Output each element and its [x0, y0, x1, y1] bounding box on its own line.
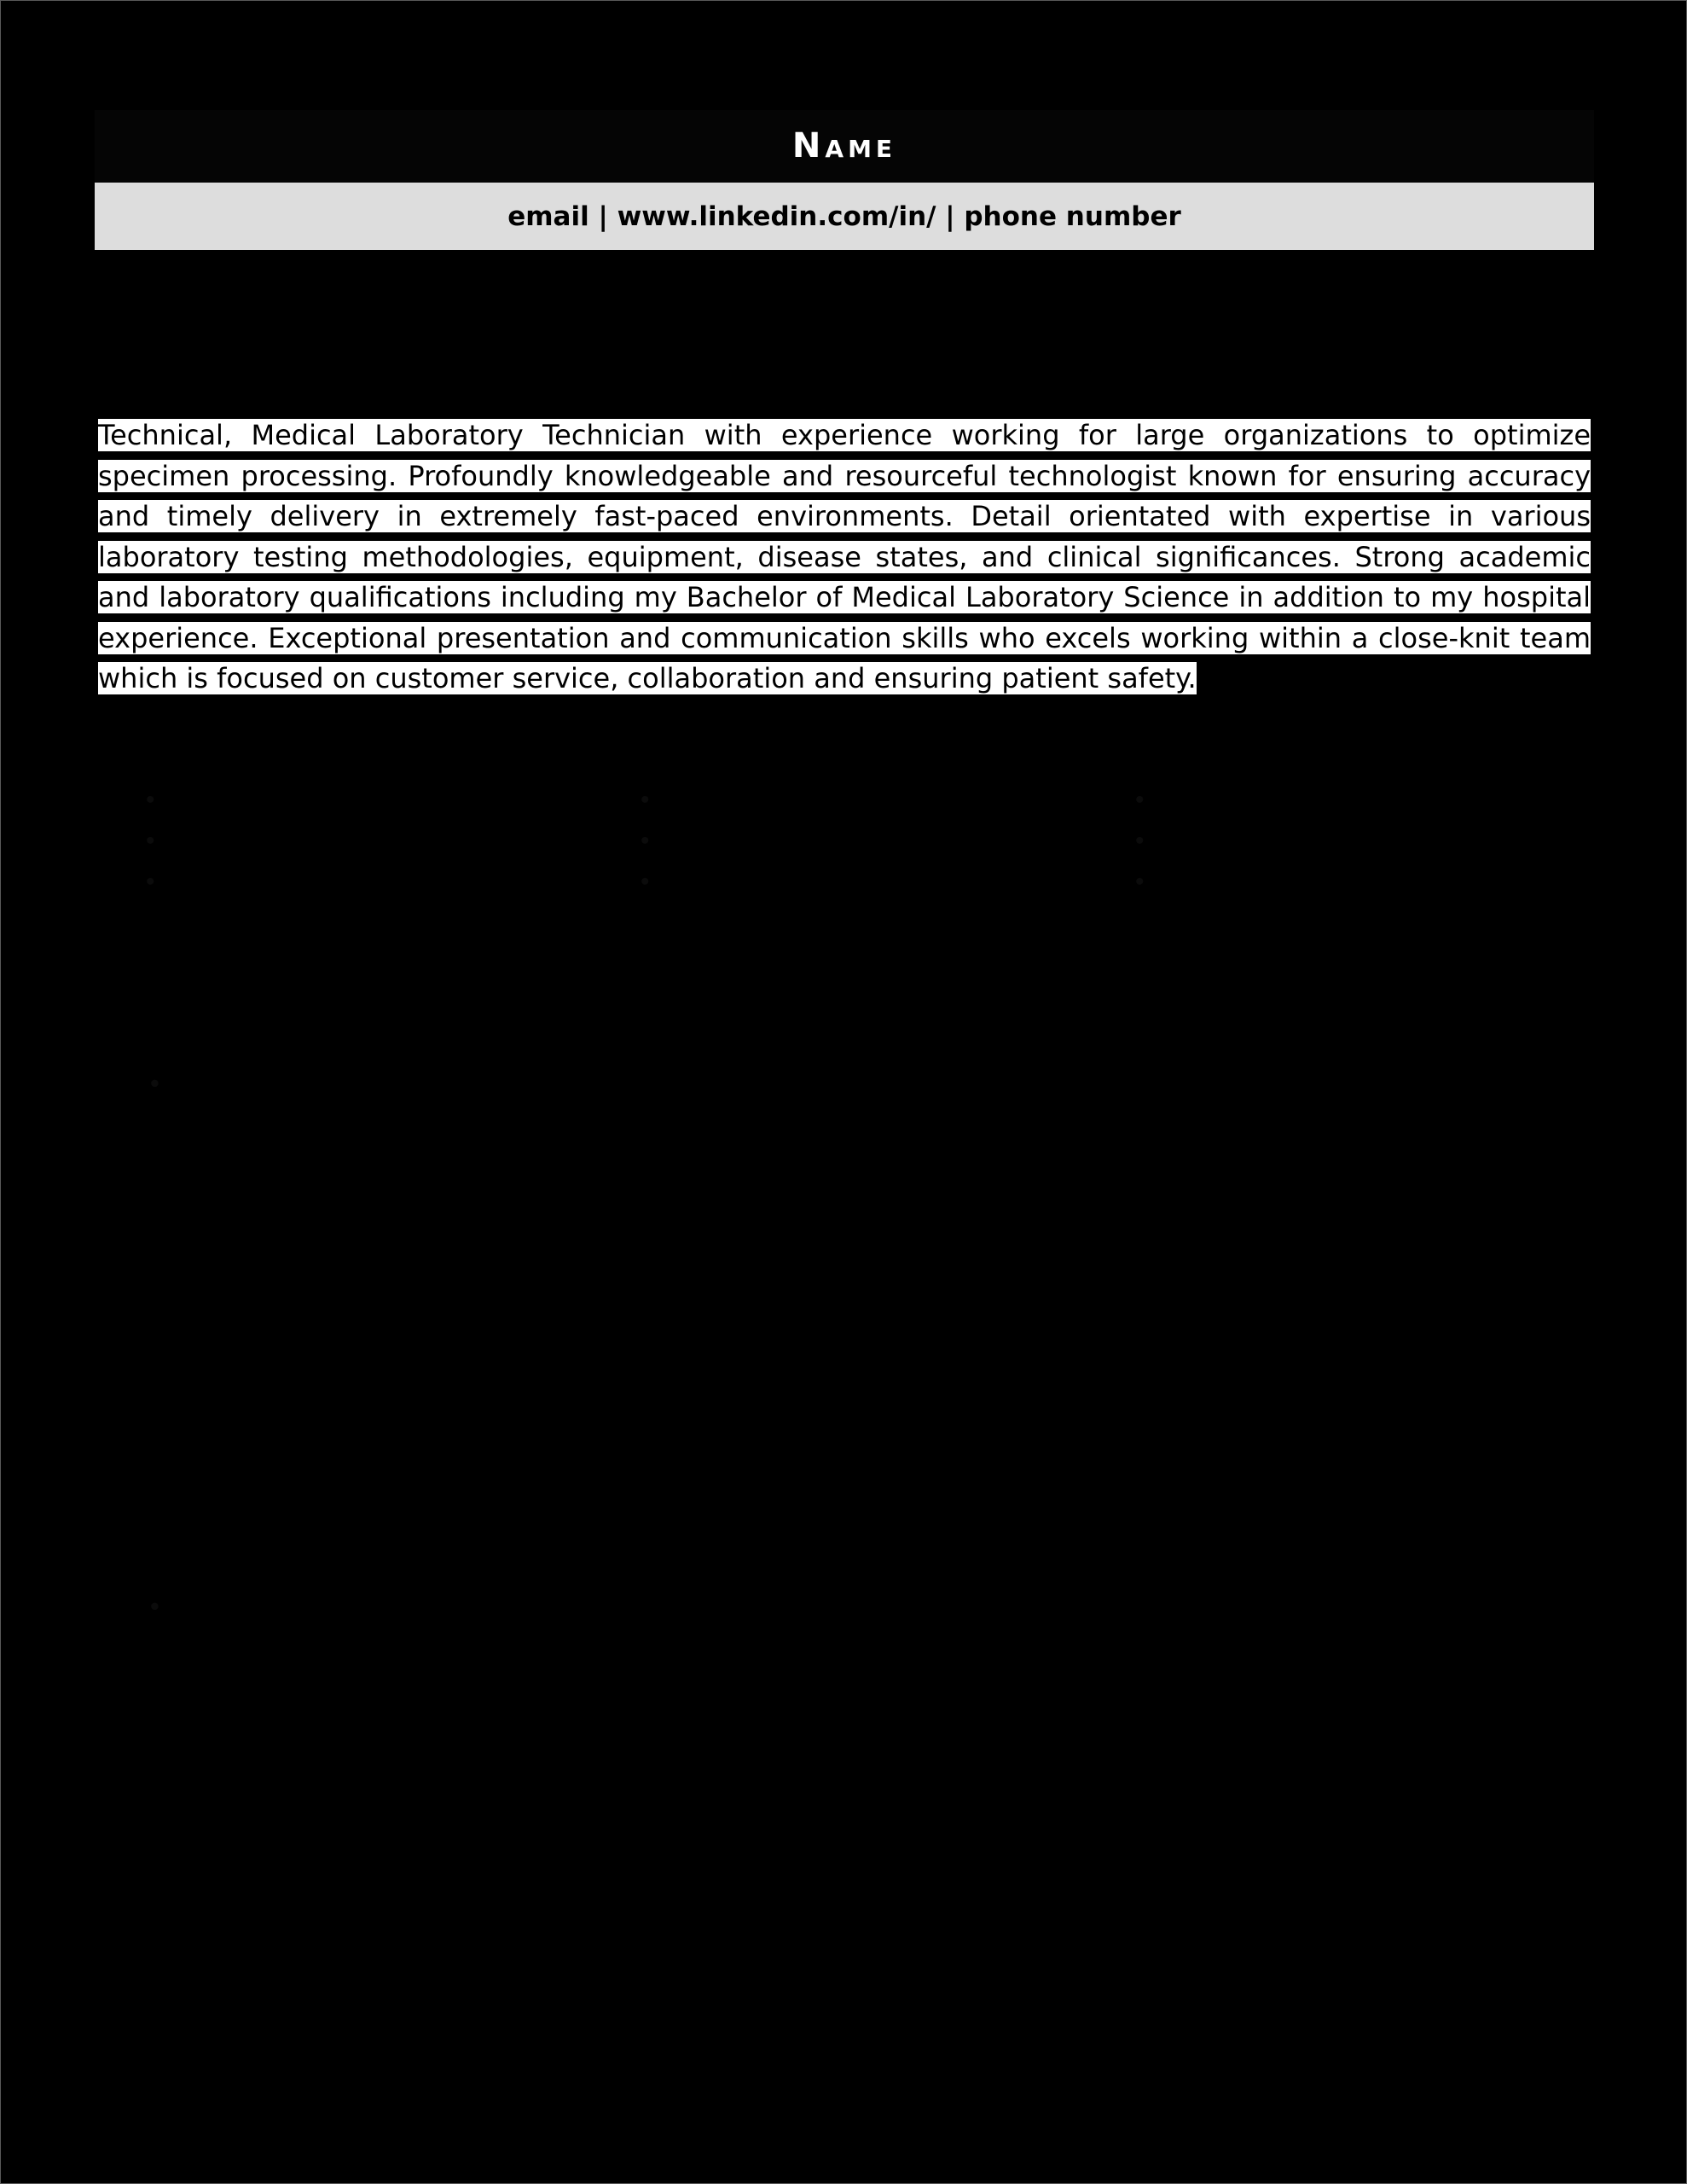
professional-summary [98, 415, 1591, 700]
competency-item [1135, 827, 1596, 856]
candidate-name: Name [791, 126, 897, 166]
competency-item [146, 868, 641, 897]
competency-item [1135, 868, 1596, 897]
competency-item [146, 786, 641, 815]
name-header-bar [95, 110, 1594, 182]
competency-item [641, 868, 1135, 897]
contact-bar [95, 183, 1594, 250]
competency-item [641, 827, 1135, 856]
competency-item [641, 786, 1135, 815]
competency-item [1135, 786, 1596, 815]
competency-list [146, 786, 1596, 897]
competency-item [146, 827, 641, 856]
summary-text: Technical, Medical Laboratory Technician with experience working for large organizations to optimize specimen processing. Profoundly knowledgeable and resourceful technologist known for ensuring accuracy and timely delivery in extremely fast-paced environments. Detail orientated with expertise in various laboratory testing methodologies, equipment, disease states, and clinical significances. Strong academic and laboratory qualifications including my Bachelor of Medical Laboratory Science in addition to my hospital experience. Exceptional presentation and communication skills who excels working within a close-knit team which is focused on customer service, collaboration and ensuring patient safety. [98, 419, 1591, 694]
contact-info: email | www.linkedin.com/in/ | phone number [507, 200, 1181, 232]
